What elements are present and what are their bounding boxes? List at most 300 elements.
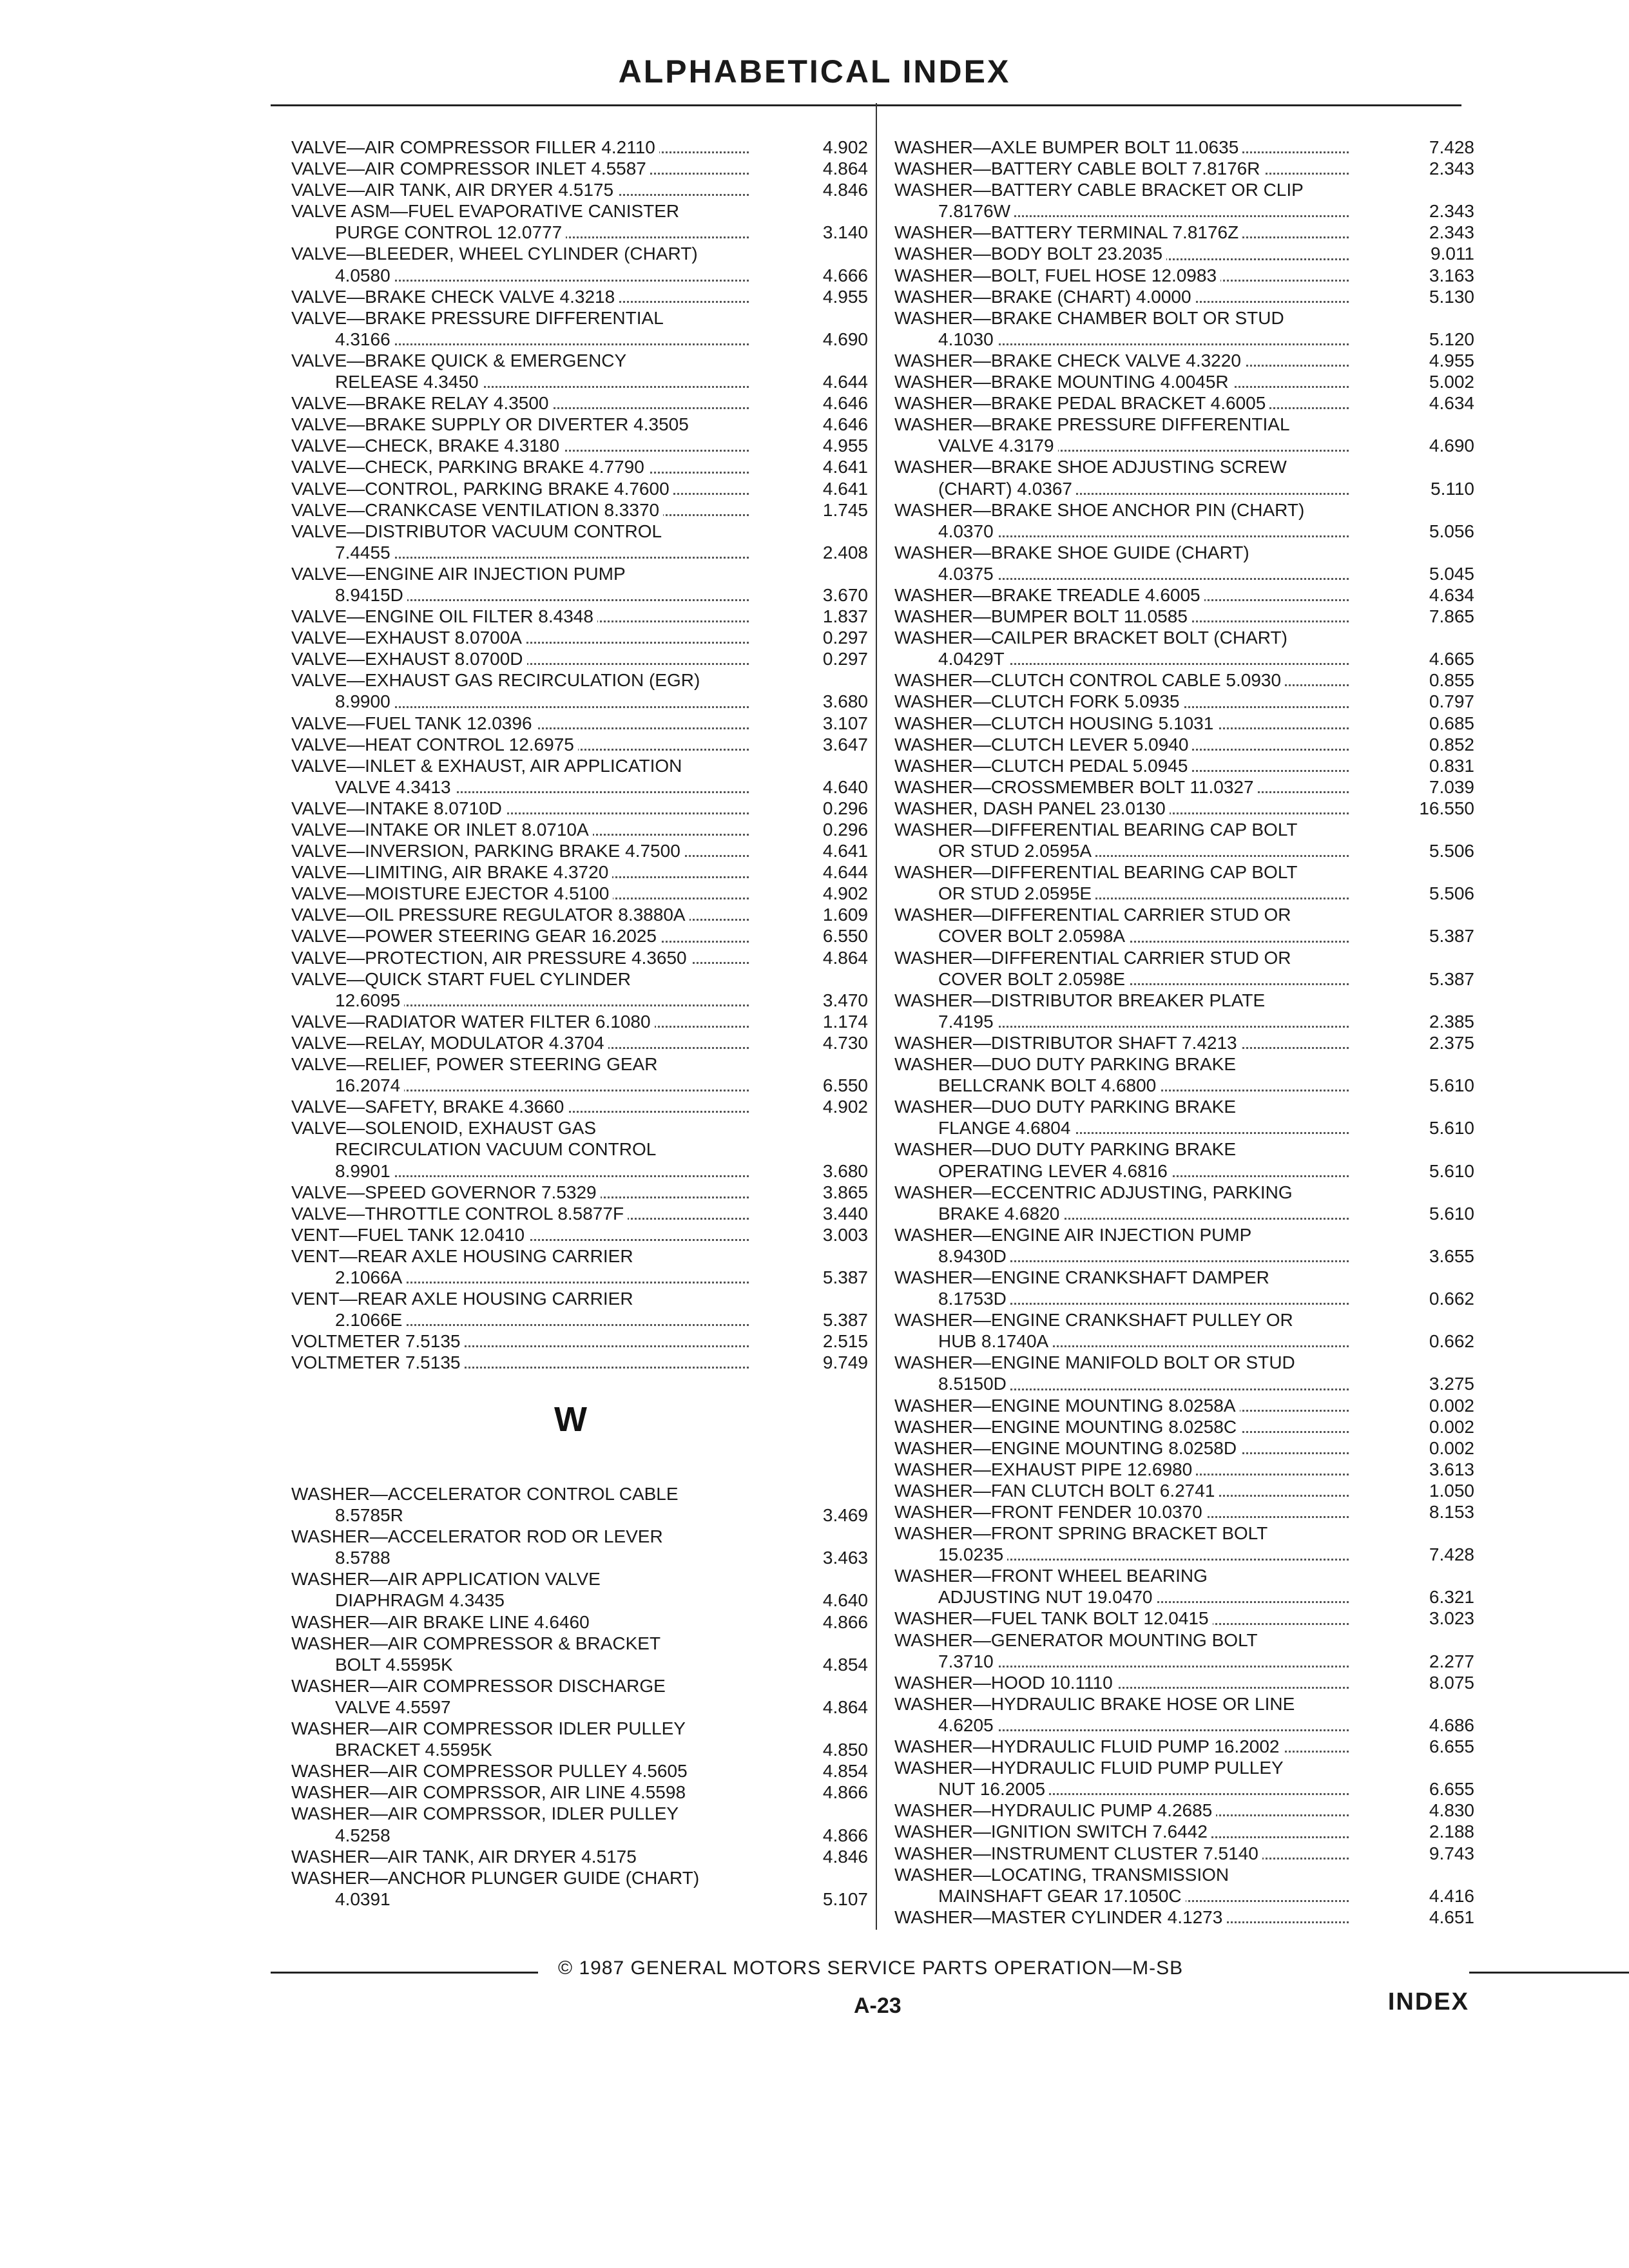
index-entry [291, 137, 868, 158]
entry-text: WASHER—BRAKE CHAMBER BOLT OR STUD [894, 307, 1288, 329]
entry-text: VALVE 4.3413 [291, 776, 455, 798]
entry-text: WASHER—BATTERY CABLE BRACKET OR CLIP [894, 179, 1307, 200]
entry-text: PURGE CONTROL 12.0777 [291, 222, 566, 243]
entry-page: 0.797 [1429, 691, 1474, 712]
entry-page: 0.297 [822, 628, 868, 648]
index-column-left [291, 137, 868, 1373]
index-entry [291, 734, 868, 755]
index-entry [291, 1053, 868, 1075]
index-entry [894, 648, 1474, 669]
entry-text: BRACKET 4.5595K [291, 1739, 496, 1760]
index-entry [291, 925, 868, 947]
entry-text: WASHER—AIR COMPRESSOR DISCHARGE [291, 1675, 670, 1696]
entry-text: WASHER—ECCENTRIC ADJUSTING, PARKING [894, 1182, 1296, 1203]
entry-page: 3.613 [1429, 1459, 1474, 1479]
entry-text: WASHER—BATTERY CABLE BOLT 7.8176R [894, 158, 1264, 179]
entry-text: OR STUD 2.0595E [894, 883, 1095, 904]
entry-text: WASHER—ENGINE CRANKSHAFT DAMPER [894, 1267, 1273, 1288]
entry-page: 3.680 [822, 691, 868, 712]
entry-page: 5.130 [1429, 286, 1474, 307]
entry-text: WASHER—ENGINE CRANKSHAFT PULLEY OR [894, 1309, 1297, 1331]
entry-text: WASHER—AIR COMPRSSOR, AIR LINE 4.5598 [291, 1782, 689, 1803]
entry-page: 4.866 [822, 1611, 868, 1632]
index-entry [291, 456, 868, 477]
entry-page: 2.343 [1429, 159, 1474, 179]
entry-text: WASHER—AIR TANK, AIR DRYER 4.5175 [291, 1846, 641, 1867]
entry-text: BELLCRANK BOLT 4.6800 [894, 1075, 1160, 1096]
entry-page: 4.646 [822, 393, 868, 414]
index-entry [894, 350, 1474, 371]
entry-page: 5.110 [1431, 478, 1474, 499]
entry-page: 3.107 [822, 713, 868, 733]
page-number: A-23 [854, 1994, 901, 2018]
entry-page: 4.955 [822, 436, 868, 456]
index-entry [291, 883, 868, 904]
entry-text: VALVE—BRAKE PRESSURE DIFFERENTIAL [291, 307, 668, 329]
index-entry [894, 1203, 1474, 1224]
entry-text: VALVE—SPEED GOVERNOR 7.5329 [291, 1182, 601, 1203]
index-entry [894, 392, 1474, 414]
index-entry [291, 243, 868, 264]
entry-text: WASHER—CLUTCH LEVER 5.0940 [894, 734, 1192, 755]
entry-text: HUB 8.1740A [894, 1331, 1052, 1352]
entry-text: WASHER—FRONT FENDER 10.0370 [894, 1501, 1206, 1523]
entry-text: VALVE—INVERSION, PARKING BRAKE 4.7500 [291, 840, 684, 861]
entry-text: WASHER—HOOD 10.1110 [894, 1672, 1117, 1693]
index-entry [291, 669, 868, 691]
entry-text: VALVE—CHECK, PARKING BRAKE 4.7790 [291, 456, 648, 477]
index-entry [894, 1480, 1474, 1501]
entry-text: 8.9900 [291, 691, 394, 712]
entry-page: 1.609 [822, 905, 868, 925]
entry-text: WASHER—CROSSMEMBER BOLT 11.0327 [894, 776, 1258, 798]
entry-page: 3.865 [822, 1182, 868, 1202]
entry-page: 4.644 [822, 372, 868, 392]
entry-page: 1.837 [822, 606, 868, 627]
entry-text: WASHER—AIR COMPRESSOR IDLER PULLEY [291, 1718, 689, 1739]
entry-text: VALVE—BLEEDER, WHEEL CYLINDER (CHART) [291, 243, 702, 264]
entry-page: 5.610 [1429, 1203, 1474, 1224]
entry-page: 4.850 [822, 1740, 868, 1760]
index-entry [291, 1867, 868, 1888]
index-entry [291, 1267, 868, 1288]
index-entry [894, 990, 1474, 1011]
index-entry [894, 563, 1474, 584]
index-entry [894, 1395, 1474, 1416]
index-entry [291, 307, 868, 329]
entry-page: 3.003 [822, 1224, 868, 1245]
index-entry [894, 1800, 1474, 1821]
entry-text: BOLT 4.5595K [291, 1654, 457, 1675]
entry-page: 4.641 [822, 841, 868, 861]
entry-text: VALVE—BRAKE SUPPLY OR DIVERTER 4.3505 [291, 414, 693, 435]
entry-page: 0.296 [822, 798, 868, 818]
entry-page: 7.865 [1429, 606, 1474, 627]
entry-page: 5.610 [1429, 1118, 1474, 1139]
entry-text: 4.0391 [291, 1888, 394, 1910]
entry-text: OR STUD 2.0595A [894, 840, 1095, 861]
entry-page: 4.830 [1429, 1800, 1474, 1821]
index-entry [291, 1760, 868, 1782]
entry-text: WASHER—ENGINE MANIFOLD BOLT OR STUD [894, 1352, 1299, 1373]
index-entry [894, 1757, 1474, 1778]
index-entry [291, 435, 868, 456]
entry-text: 7.4455 [291, 542, 394, 563]
entry-page: 2.408 [822, 542, 868, 562]
index-entry [291, 947, 868, 968]
index-entry [894, 776, 1474, 798]
index-entry [894, 1651, 1474, 1672]
index-entry [291, 222, 868, 243]
entry-text: OPERATING LEVER 4.6816 [894, 1160, 1171, 1182]
index-entry [894, 243, 1474, 264]
entry-text: WASHER—DIFFERENTIAL BEARING CAP BOLT [894, 819, 1301, 840]
entry-page: 4.666 [822, 265, 868, 285]
footer [271, 1957, 1469, 1983]
entry-page: 4.634 [1429, 584, 1474, 605]
entry-page: 0.685 [1429, 713, 1474, 733]
index-entry [894, 1352, 1474, 1373]
entry-page: 8.153 [1429, 1502, 1474, 1522]
entry-page: 0.852 [1429, 734, 1474, 754]
index-entry [894, 542, 1474, 563]
index-entry [291, 1483, 868, 1504]
entry-text: WASHER—CLUTCH PEDAL 5.0945 [894, 755, 1191, 776]
index-entry [894, 1245, 1474, 1267]
index-entry [894, 925, 1474, 947]
entry-text: WASHER—DIFFERENTIAL CARRIER STUD OR [894, 947, 1295, 968]
entry-page: 4.854 [822, 1654, 868, 1675]
index-entry [894, 691, 1474, 712]
index-entry [894, 1693, 1474, 1715]
index-entry [291, 1075, 868, 1096]
entry-page: 5.056 [1429, 521, 1474, 541]
index-entry [894, 1544, 1474, 1565]
entry-text: WASHER—IGNITION SWITCH 7.6442 [894, 1821, 1211, 1842]
index-entry [291, 329, 868, 350]
index-entry [894, 584, 1474, 606]
entry-text: WASHER—ACCELERATOR CONTROL CABLE [291, 1483, 682, 1504]
entry-page: 2.188 [1429, 1821, 1474, 1842]
index-entry [291, 200, 868, 222]
entry-text: VALVE—MOISTURE EJECTOR 4.5100 [291, 883, 613, 904]
index-entry [291, 1139, 868, 1160]
index-entry [894, 286, 1474, 307]
entry-text: WASHER—BRAKE SHOE ADJUSTING SCREW [894, 456, 1291, 477]
entry-text: WASHER—ACCELERATOR ROD OR LEVER [291, 1526, 667, 1547]
index-entry [894, 1309, 1474, 1331]
entry-page: 9.743 [1429, 1843, 1474, 1863]
index-entry [291, 1352, 868, 1373]
entry-text: VALVE—QUICK START FUEL CYLINDER [291, 968, 635, 990]
entry-text: VALVE—OIL PRESSURE REGULATOR 8.3880A [291, 904, 689, 925]
index-entry [291, 1568, 868, 1590]
index-entry [894, 904, 1474, 925]
index-entry [291, 1654, 868, 1675]
entry-text: COVER BOLT 2.0598E [894, 968, 1129, 990]
entry-page: 4.644 [822, 862, 868, 883]
entry-text: WASHER—GENERATOR MOUNTING BOLT [894, 1629, 1262, 1651]
entry-text: WASHER—ENGINE MOUNTING 8.0258C [894, 1416, 1240, 1437]
entry-text: 2.1066E [291, 1309, 406, 1331]
entry-text: 8.5150D [894, 1373, 1010, 1394]
entry-page: 3.647 [822, 734, 868, 754]
entry-text: VALVE—PROTECTION, AIR PRESSURE 4.3650 [291, 947, 691, 968]
entry-text: WASHER—AIR BRAKE LINE 4.6460 [291, 1611, 593, 1633]
entry-text: WASHER—CLUTCH HOUSING 5.1031 [894, 713, 1217, 734]
entry-page: 5.506 [1429, 841, 1474, 861]
entry-page: 6.550 [822, 926, 868, 947]
footer-rule-left [271, 1972, 538, 1974]
entry-text: 8.9430D [894, 1245, 1010, 1267]
index-entry [894, 499, 1474, 521]
index-entry [894, 222, 1474, 243]
index-entry [894, 1778, 1474, 1800]
entry-page: 2.343 [1429, 222, 1474, 243]
entry-text: WASHER—CAILPER BRACKET BOLT (CHART) [894, 627, 1291, 648]
entry-text: WASHER—HYDRAULIC FLUID PUMP PULLEY [894, 1757, 1287, 1778]
index-entry [894, 1459, 1474, 1480]
section-letter: W [554, 1400, 587, 1439]
entry-page: 4.641 [822, 457, 868, 477]
entry-page: 4.416 [1429, 1885, 1474, 1906]
entry-page: 5.610 [1429, 1160, 1474, 1181]
index-entry [291, 1096, 868, 1117]
entry-page: 4.651 [1429, 1907, 1474, 1927]
entry-text: 7.3710 [894, 1651, 998, 1672]
entry-page: 4.902 [822, 883, 868, 904]
index-entry [894, 1907, 1474, 1928]
footer-rule-right [1469, 1972, 1629, 1974]
entry-text: WASHER—FRONT WHEEL BEARING [894, 1565, 1211, 1586]
index-entry [894, 819, 1474, 840]
entry-text: VOLTMETER 7.5135 [291, 1352, 464, 1373]
entry-text: WASHER—MASTER CYLINDER 4.1273 [894, 1907, 1226, 1928]
entry-text: 8.9901 [291, 1160, 394, 1182]
index-entry [894, 1182, 1474, 1203]
entry-page: 3.163 [1429, 265, 1474, 285]
entry-text: WASHER—DUO DUTY PARKING BRAKE [894, 1139, 1240, 1160]
entry-text: VENT—REAR AXLE HOUSING CARRIER [291, 1288, 637, 1309]
index-entry [894, 627, 1474, 648]
entry-text: WASHER—CLUTCH CONTROL CABLE 5.0930 [894, 669, 1285, 691]
index-entry [291, 563, 868, 584]
entry-text: 4.0370 [894, 521, 998, 542]
entry-page: 7.428 [1429, 137, 1474, 157]
entry-text: 8.5788 [291, 1547, 394, 1568]
index-entry [291, 776, 868, 798]
index-entry [291, 521, 868, 542]
entry-text: VOLTMETER 7.5135 [291, 1331, 464, 1352]
index-entry [894, 307, 1474, 329]
entry-text: WASHER—BRAKE (CHART) 4.0000 [894, 286, 1195, 307]
entry-text: VALVE—LIMITING, AIR BRAKE 4.3720 [291, 861, 612, 883]
entry-text: VALVE—SAFETY, BRAKE 4.3660 [291, 1096, 568, 1117]
index-entry [291, 1032, 868, 1053]
index-entry [894, 1437, 1474, 1459]
index-entry [894, 1885, 1474, 1907]
title-rule [271, 104, 1461, 106]
index-entry [291, 1504, 868, 1526]
entry-page: 3.463 [822, 1548, 868, 1568]
column-divider [876, 103, 877, 1930]
entry-text: VALVE—BRAKE CHECK VALVE 4.3218 [291, 286, 619, 307]
index-entry [894, 158, 1474, 179]
entry-text: VALVE—CRANKCASE VENTILATION 8.3370 [291, 499, 663, 521]
entry-page: 16.550 [1419, 798, 1474, 818]
index-entry [291, 1696, 868, 1718]
entry-page: 3.670 [822, 584, 868, 605]
entry-text: 8.5785R [291, 1504, 407, 1526]
index-entry [894, 414, 1474, 435]
entry-text: WASHER—BRAKE CHECK VALVE 4.3220 [894, 350, 1245, 371]
index-entry [291, 755, 868, 776]
entry-text: WASHER—ENGINE MOUNTING 8.0258A [894, 1395, 1240, 1416]
entry-page: 7.428 [1429, 1544, 1474, 1565]
index-entry [291, 1011, 868, 1032]
index-entry [291, 648, 868, 669]
copyright-notice: © 1987 GENERAL MOTORS SERVICE PARTS OPERATION—M-SB [558, 1957, 1184, 1979]
index-entry [291, 158, 868, 179]
index-entry [291, 819, 868, 840]
entry-text: VALVE—INTAKE OR INLET 8.0710A [291, 819, 593, 840]
entry-page: 5.387 [822, 1310, 868, 1331]
entry-text: WASHER—AIR COMPRESSOR & BRACKET [291, 1633, 664, 1654]
entry-text: WASHER—HYDRAULIC BRAKE HOSE OR LINE [894, 1693, 1298, 1715]
entry-text: 4.1030 [894, 329, 998, 350]
index-entry [894, 1565, 1474, 1586]
index-entry [894, 755, 1474, 776]
index-entry [894, 1011, 1474, 1032]
entry-page: 5.045 [1429, 563, 1474, 584]
index-entry [291, 627, 868, 648]
index-entry [291, 1718, 868, 1739]
index-entry [894, 861, 1474, 883]
entry-page: 0.002 [1429, 1395, 1474, 1416]
index-entry [894, 1672, 1474, 1693]
entry-text: WASHER—AIR COMPRSSOR, IDLER PULLEY [291, 1803, 682, 1824]
entry-text: VALVE—AIR COMPRESSOR FILLER 4.2110 [291, 137, 659, 158]
index-entry [894, 968, 1474, 990]
entry-text: VALVE—CHECK, BRAKE 4.3180 [291, 435, 563, 456]
entry-page: 2.515 [822, 1331, 868, 1352]
entry-page: 5.610 [1429, 1075, 1474, 1096]
index-entry [291, 1309, 868, 1331]
entry-text: WASHER—LOCATING, TRANSMISSION [894, 1864, 1233, 1885]
index-entry [291, 1331, 868, 1352]
entry-text: 8.9415D [291, 584, 407, 606]
index-entry [291, 1739, 868, 1760]
entry-text: WASHER—CLUTCH FORK 5.0935 [894, 691, 1183, 712]
entry-text: VALVE—RELIEF, POWER STEERING GEAR [291, 1053, 661, 1075]
entry-page: 4.864 [822, 159, 868, 179]
entry-text: 4.0580 [291, 265, 394, 286]
entry-page: 1.174 [822, 1011, 868, 1032]
index-entry [894, 1736, 1474, 1757]
entry-text: WASHER—BOLT, FUEL HOSE 12.0983 [894, 265, 1220, 286]
entry-text: 2.1066A [291, 1267, 406, 1288]
index-column-right [894, 137, 1474, 1928]
entry-text: BRAKE 4.6820 [894, 1203, 1063, 1224]
index-entry [291, 499, 868, 521]
index-entry [894, 798, 1474, 819]
index-entry [291, 584, 868, 606]
index-entry [894, 1331, 1474, 1352]
entry-text: NUT 16.2005 [894, 1778, 1049, 1800]
index-entry [291, 179, 868, 200]
index-entry [291, 1782, 868, 1803]
entry-page: 1.050 [1429, 1480, 1474, 1501]
index-entry [291, 1633, 868, 1654]
entry-text: WASHER—AXLE BUMPER BOLT 11.0635 [894, 137, 1242, 158]
entry-page: 5.387 [1429, 968, 1474, 989]
index-entry [291, 1846, 868, 1867]
entry-text: VALVE—RELAY, MODULATOR 4.3704 [291, 1032, 608, 1053]
index-entry [291, 1590, 868, 1611]
entry-page: 9.749 [822, 1352, 868, 1373]
entry-text: VALVE—INTAKE 8.0710D [291, 798, 506, 819]
index-entry [894, 883, 1474, 904]
entry-text: WASHER—BRAKE SHOE ANCHOR PIN (CHART) [894, 499, 1308, 521]
entry-page: 8.075 [1429, 1672, 1474, 1693]
entry-page: 9.011 [1431, 244, 1474, 264]
index-entry [291, 1888, 868, 1910]
entry-text: VALVE ASM—FUEL EVAPORATIVE CANISTER [291, 200, 683, 222]
index-entry [894, 1032, 1474, 1053]
index-entry [894, 1629, 1474, 1651]
entry-text: VALVE—AIR COMPRESSOR INLET 4.5587 [291, 158, 650, 179]
entry-text: WASHER—BATTERY TERMINAL 7.8176Z [894, 222, 1242, 243]
index-entry [894, 606, 1474, 627]
entry-text: 4.0429T [894, 648, 1008, 669]
index-entry [894, 521, 1474, 542]
entry-text: VALVE—FUEL TANK 12.0396 [291, 713, 536, 734]
entry-page: 3.469 [822, 1505, 868, 1526]
index-entry [291, 1526, 868, 1547]
entry-text: VALVE—CONTROL, PARKING BRAKE 4.7600 [291, 478, 673, 499]
index-entry [291, 286, 868, 307]
entry-page: 0.296 [822, 820, 868, 840]
entry-page: 4.640 [822, 776, 868, 797]
entry-text: VALVE—INLET & EXHAUST, AIR APPLICATION [291, 755, 686, 776]
entry-text: WASHER—DUO DUTY PARKING BRAKE [894, 1096, 1240, 1117]
entry-text: VALVE—ENGINE AIR INJECTION PUMP [291, 563, 630, 584]
index-entry [894, 137, 1474, 158]
entry-text: MAINSHAFT GEAR 17.1050C [894, 1885, 1186, 1907]
entry-page: 4.641 [822, 478, 868, 499]
entry-page: 4.846 [822, 180, 868, 200]
entry-page: 5.002 [1429, 372, 1474, 392]
entry-text: VALVE 4.5597 [291, 1696, 455, 1718]
entry-page: 5.387 [1429, 926, 1474, 947]
entry-text: 12.6095 [291, 990, 404, 1011]
index-entry [894, 1117, 1474, 1139]
entry-text: VALVE—HEAT CONTROL 12.6975 [291, 734, 578, 755]
entry-text: ADJUSTING NUT 19.0470 [894, 1586, 1157, 1608]
index-entry [894, 1096, 1474, 1117]
entry-text: VALVE—DISTRIBUTOR VACUUM CONTROL [291, 521, 666, 542]
entry-page: 3.275 [1429, 1374, 1474, 1394]
index-entry [894, 1586, 1474, 1608]
entry-text: VENT—FUEL TANK 12.0410 [291, 1224, 528, 1245]
index-entry [894, 1501, 1474, 1523]
entry-text: (CHART) 4.0367 [894, 478, 1076, 499]
entry-page: 4.730 [822, 1032, 868, 1053]
index-entry [291, 840, 868, 861]
index-entry [894, 329, 1474, 350]
entry-text: FLANGE 4.6804 [894, 1117, 1074, 1139]
entry-text: 8.1753D [894, 1288, 1010, 1309]
